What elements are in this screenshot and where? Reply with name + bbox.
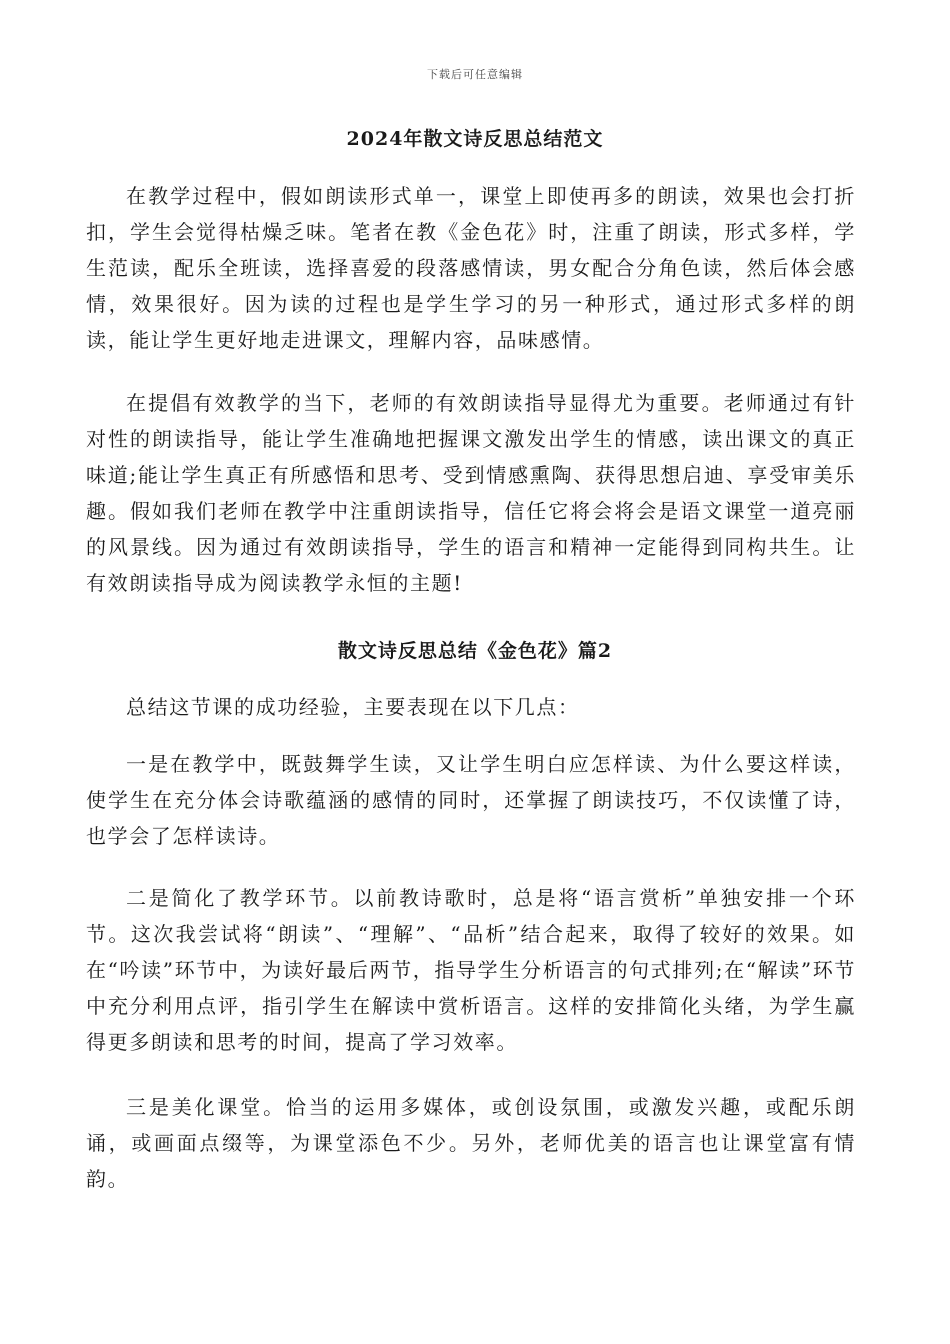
- paragraph-1: 在教学过程中，假如朗读形式单一，课堂上即使再多的朗读，效果也会打折扣，学生会觉得枯燥乏味。笔者在教《金色花》时，注重了朗读，形式多样，学生范读，配乐全班读，选择喜爱的段落感情读，男女配合分角色读，然后体会感情，效果很好。因为读的过程也是学生学习的另一种形式，通过形式多样的朗读，能让学生更好地走进课文，理解内容，品味感情。: [86, 184, 856, 352]
- section-paragraph-2: 一是在教学中，既鼓舞学生读，又让学生明白应怎样读、为什么要这样读，使学生在充分体会诗歌蕴涵的感情的同时，还掌握了朗读技巧，不仅读懂了诗，也学会了怎样读诗。: [86, 752, 856, 848]
- document-title: 2024年散文诗反思总结范文: [346, 128, 604, 150]
- section-paragraph-1: 总结这节课的成功经验，主要表现在以下几点：: [126, 695, 580, 719]
- section-paragraph-4: 三是美化课堂。恰当的运用多媒体，或创设氛围，或激发兴趣，或配乐朗诵，或画面点缀等，为课堂添色不少。另外，老师优美的语言也让课堂富有情韵。: [86, 1095, 856, 1191]
- section-paragraph-3: 二是简化了教学环节。以前教诗歌时，总是将“语言赏析”单独安排一个环节。这次我尝试将“朗读”、“理解”、“品析”结合起来，取得了较好的效果。如在“吟读”环节中，为读好最后两节，指导学生分析语言的句式排列;在“解读”环节中充分利用点评，指引学生在解读中赏析语言。这样的安排简化头绪，为学生赢得更多朗读和思考的时间，提高了学习效率。: [86, 886, 856, 1054]
- header-note: 下载后可任意编辑: [427, 68, 523, 81]
- section-title: 散文诗反思总结《金色花》篇2: [337, 640, 613, 662]
- paragraph-2: 在提倡有效教学的当下，老师的有效朗读指导显得尤为重要。老师通过有针对性的朗读指导，能让学生准确地把握课文激发出学生的情感，读出课文的真正味道;能让学生真正有所感悟和思考、受到情感熏陶、获得思想启迪、享受审美乐趣。假如我们老师在教学中注重朗读指导，信任它将会将会是语文课堂一道亮丽的风景线。因为通过有效朗读指导，学生的语言和精神一定能得到同构共生。让有效朗读指导成为阅读教学永恒的主题!: [86, 391, 856, 595]
